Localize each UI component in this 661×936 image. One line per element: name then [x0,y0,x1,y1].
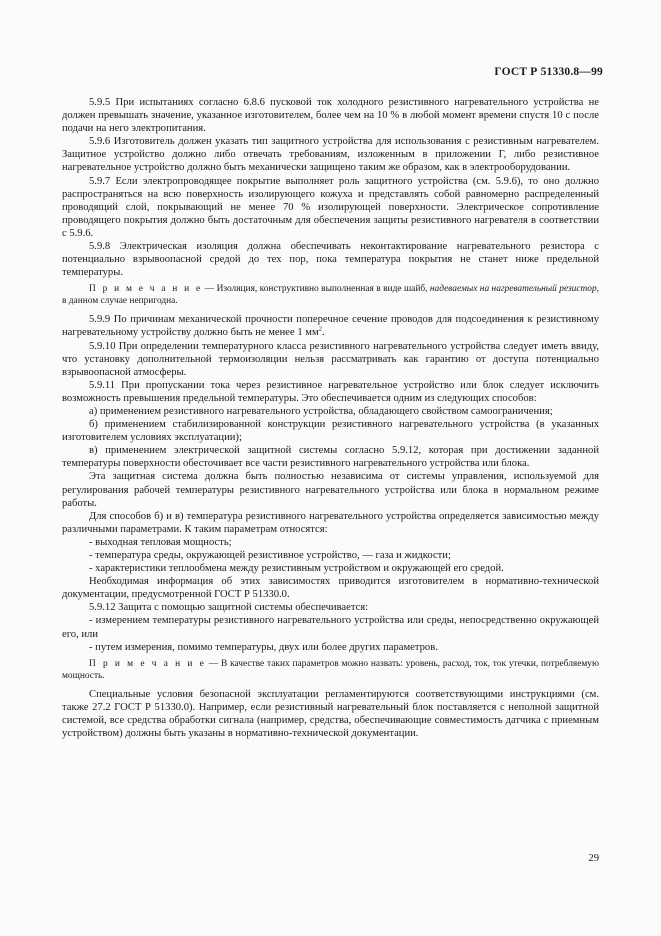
dash-item: - измерением температуры резистивного нагревательного устройства или среды, непосредственно окружающей его, или [62,615,599,640]
list-item-a: а) применением резистивного нагревательного устройства, обладающего свойством самоограничения; [89,405,553,417]
paragraph-5-9-9 [62,313,599,339]
paragraph-5-9-5: 5.9.5 При испытаниях согласно 6.8.6 пусковой ток холодного резистивного нагревательного устройства не должен превышать значение, указанное изготовителем, более чем на 10 % в любой момент времени спустя 10 с после подачи на него электропитания. [62,97,599,135]
note-label: П р и м е ч а н и е [89,658,206,669]
paragraph-information: Необходимая информация об этих зависимостях приводится изготовителем в нормативно-технической документации, предусмотренной ГОСТ Р 51330.0. [62,576,599,601]
paragraph-text: 5.9.9 По причинам механической прочности поперечное сечение проводов для подсоединения к резистивному нагревательному устройству должно быть не менее 1 мм [62,314,599,339]
dash-item: - путем измерения, помимо температуры, двух или более других параметров. [89,641,438,653]
note-label: П р и м е ч а н и е [89,284,203,295]
page-number: 29 [588,853,599,864]
list-item-b: б) применением стабилизированной конструкции резистивного нагревательного устройства (в указанных изготовителем условиях эксплуатации); [62,419,599,444]
note-text: — В качестве таких параметров можно назвать: уровень, расход, ток, ток утечки, потребляемую мощность. [62,658,599,681]
note-insulation [62,283,599,307]
paragraph-5-9-8: 5.9.8 Электрическая изоляция должна обеспечивать неконтактирование нагревательного резистора с потенциально взрывоопасной средой до тех пор, пока температура покрытия не станет ниже предельной температуры. [62,241,599,279]
paragraph-text-end: . [321,327,325,339]
dash-item: - характеристики теплообмена между резистивным устройством и окружающей его средой. [89,563,504,575]
superscript: 2 [318,325,322,333]
paragraph-special-conditions: Специальные условия безопасной эксплуатации регламентируются соответствующими инструкциями (см. также 27.2 ГОСТ Р 51330.0). Например, если резистивный нагревательный блок поставляется с неполной защитной системой, все средства обработки сигнала (например, средства, обеспечивающие совместимость датчика с приемным устройством) должны быть указаны в нормативно-технической документации. [62,688,599,740]
paragraph-5-9-11: 5.9.11 При пропускании тока через резистивное нагревательное устройство или блок следует исключить возможность превышения предельной температуры. Это обеспечивается одним из следующих способов: [62,379,599,404]
list-item-c: в) применением электрической защитной системы согласно 5.9.12, которая при достижении заданной температуры поверхности обесточивает все части резистивного нагревательного устройства или блока. [62,445,599,470]
paragraph-methods: Для способов б) и в) температура резистивного нагревательного устройства определяется зависимостью между различными параметрами. К таким параметрам относятся: [62,510,599,535]
note-text: — Изоляция, конструктивно выполненная в виде шайб, [202,284,430,295]
document-body [62,96,599,740]
document-header: ГОСТ Р 51330.8—99 [494,66,603,78]
paragraph-protection-system: Эта защитная система должна быть полностью независима от системы управления, используемой для регулирования рабочей температуры резистивного нагревательного устройства или блока в нормальном режиме работы. [62,471,599,509]
paragraph-5-9-12: 5.9.12 Защита с помощью защитной системы обеспечивается: [89,602,369,614]
note-text-end: , в данном случае непригодна. [62,284,599,307]
dash-item: - выходная тепловая мощность; [89,536,232,548]
note-text-italic: надеваемых на нагревательный резистор [429,284,597,295]
paragraph-5-9-6: 5.9.6 Изготовитель должен указать тип защитного устройства для использования с резистивным нагревателем. Защитное устройство должно либо отвечать требованиям, изложенным в приложении Г, либо резистивное нагревательное устройство должно быть механически защищено таким же образом, как в электрооборудовании. [62,136,599,174]
note-parameters [62,658,599,682]
paragraph-5-9-10: 5.9.10 При определении температурного класса резистивного нагревательного устройства следует иметь ввиду, что установку дополнительной термоизоляции нельзя рассматривать как гарантию от доступа потенциально взрывоопасной атмосферы. [62,340,599,378]
dash-item: - температура среды, окружающей резистивное устройство, — газа и жидкости; [89,550,451,561]
paragraph-5-9-7: 5.9.7 Если электропроводящее покрытие выполняет роль защитного устройства (см. 5.9.6), то оно должно распространяться на всю поверхность изолирующего кожуха и представлять собой равномерно распределенный проводящий слой, покрывающий не менее 70 % изолирующей поверхности. Электрическое сопротивление проводящего покрытия должно быть достаточным для обеспечения защиты резистивного нагревателя в соответствии с 5.9.6. [62,175,599,239]
